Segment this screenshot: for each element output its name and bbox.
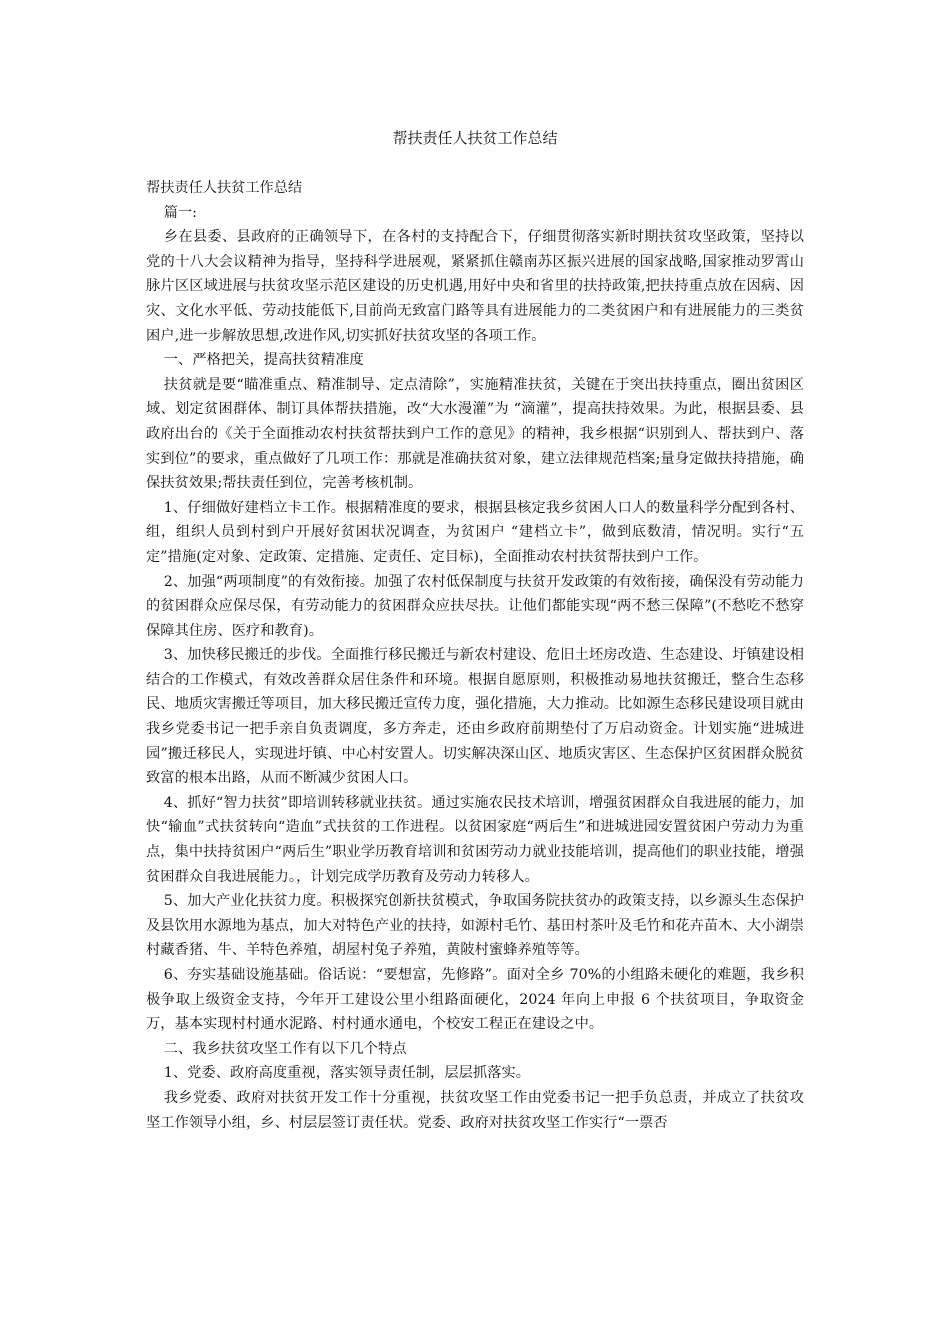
document-heading: 帮扶责任人扶贫工作总结 — [146, 180, 303, 196]
section-heading-1: 一、严格把关，提高扶贫精准度 — [163, 352, 364, 369]
paragraph-item-4: 4、抓好“智力扶贫”即培训转移就业扶贫。通过实施农民技术培训，增强贫困群众自我进展的能力，加快“输血”式扶贫转向“造血”式扶贫的工作进程。以贫困家庭“两后生”和进城进园安置贫困户劳动力为重点，集中扶持贫困户“两后生”职业学历教育培训和贫困劳动力就业技能培训，提高他们的职业技能，增强贫困群众自我进展能力。，计划完成学历教育及劳动力转移人。 — [146, 794, 804, 885]
paragraph-item-2: 2、加强“两项制度”的有效衔接。加强了农村低保制度与扶贫开发政策的有效衔接，确保没有劳动能力的贫困群众应保尽保，有劳动能力的贫困群众应扶尽扶。让他们都能实现“两不愁三保障”(不愁吃不愁穿保障其住房、医疗和教育)。 — [146, 573, 804, 639]
document-page — [146, 125, 804, 1135]
paragraph-item-6: 6、夯实基础设施基础。俗话说：“要想富，先修路”。面对全乡 70%的小组路未硬化的难题，我乡积极争取上级资金支持，今年开工建设公里小组路面硬化，2024 年向上申报 6 个扶贫项目，争取资金万，基本实现村村通水泥路、村村通水通电，个校安工程正在建设之中。 — [146, 967, 804, 1033]
section-heading-2: 二、我乡扶贫攻坚工作有以下几个特点 — [163, 1040, 407, 1057]
paragraph-feature-1-detail: 我乡党委、政府对扶贫开发工作十分重视，扶贫攻坚工作由党委书记一把手负总责，并成立了扶贫攻坚工作领导小组，乡、村层层签订责任状。党委、政府对扶贫攻坚工作实行“一票否 — [146, 1089, 804, 1131]
paragraph-item-1: 1、仔细做好建档立卡工作。根据精准度的要求，根据县核定我乡贫困人口人的数量科学分配到各村、组，组织人员到村到户开展好贫困状况调查，为贫困户 “建档立卡”，做到底数清，情况明。实行“五定”措施(定对象、定政策、定措施、定责任、定目标)，全面推动农村扶贫帮扶到户工作。 — [146, 499, 804, 565]
paragraph-feature-1: 1、党委、政府高度重视，落实领导责任制，层层抓落实。 — [163, 1065, 531, 1082]
paragraph-intro: 乡在县委、县政府的正确领导下，在各村的支持配合下，仔细贯彻落实新时期扶贫攻坚政策，坚持以党的十八大会议精神为指导，坚持科学进展观，紧紧抓住赣南苏区振兴进展的国家战略,国家推动罗霄山脉片区区域进展与扶贫攻坚示范区建设的历史机遇,用好中央和省里的扶持政策,把扶持重点放在因病、因灾、文化水平低、劳动技能低下,目前尚无致富门路等具有进展能力的二类贫困户和有进展能力的三类贫困户,进一步解放思想,改进作风,切实抓好扶贫攻坚的各项工作。 — [146, 229, 804, 344]
paragraph-item-5: 5、加大产业化扶贫力度。积极探究创新扶贫模式，争取国务院扶贫办的政策支持，以乡源头生态保护及县饮用水源地为基点，加大对特色产业的扶持，如源村毛竹、基田村茶叶及毛竹和花卉苗木、大小湖崇村藏香猪、牛、羊特色养殖，胡屋村兔子养殖，黄陂村蜜蜂养殖等等。 — [146, 893, 804, 959]
part-label: 篇一: — [163, 204, 197, 221]
paragraph-item-3: 3、加快移民搬迁的步伐。全面推行移民搬迁与新农村建设、危旧土坯房改造、生态建设、圩镇建设相结合的工作模式，有效改善群众居住条件和环境。根据自愿原则，积极推动易地扶贫搬迁，整合生态移民、地质灾害搬迁等项目，加大移民搬迁宣传力度，强化措施，大力推动。比如源生态移民建设项目就由我乡党委书记一把手亲自负责调度，多方奔走，还由乡政府前期垫付了万启动资金。计划实施“进城进园”搬迁移民人，实现进圩镇、中心村安置人。切实解决深山区、地质灾害区、生态保护区贫困群众脱贫致富的根本出路，从而不断减少贫困人口。 — [146, 647, 804, 787]
document-title: 帮扶责任人扶贫工作总结 — [392, 129, 558, 147]
paragraph-precision: 扶贫就是要“瞄准重点、精准制导、定点清除”，实施精准扶贫，关键在于突出扶持重点，圈出贫困区域、划定贫困群体、制订具体帮扶措施，改“大水漫灌”为 “滴灌”，提高扶持效果。为此，根据县委、县政府出台的《关于全面推动农村扶贫帮扶到户工作的意见》的精神，我乡根据“识别到人、帮扶到户、落实到位”的要求，重点做好了几项工作：那就是准确扶贫对象，建立法律规范档案;量身定做扶持措施，确保扶贫效果;帮扶责任到位，完善考核机制。 — [146, 376, 804, 492]
